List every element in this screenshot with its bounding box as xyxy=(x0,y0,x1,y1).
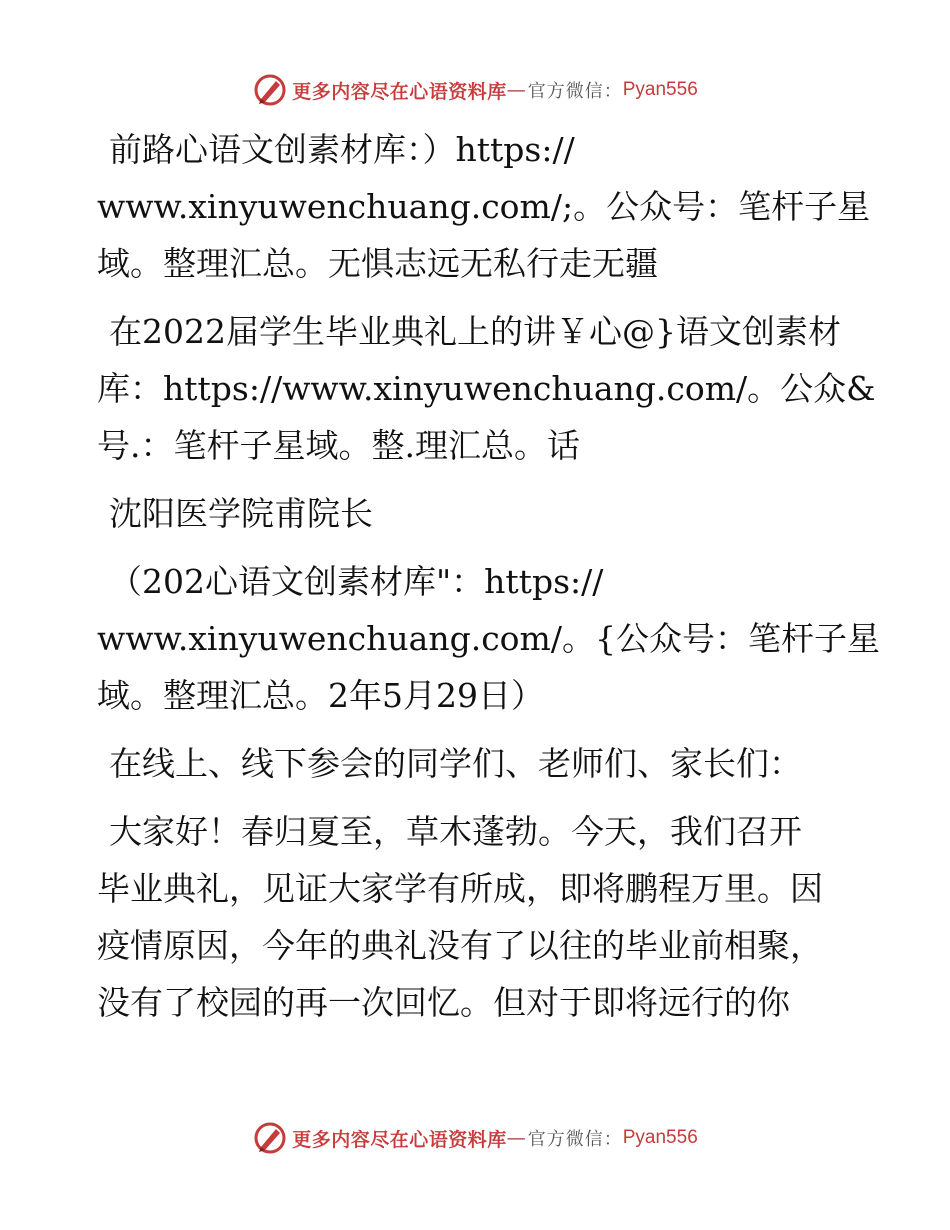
footer-wechat-id: Pyan556 xyxy=(622,1127,698,1148)
text-line: 在2022届学生毕业典礼上的讲￥心@}语文创素材 xyxy=(109,312,841,351)
pen-logo-icon xyxy=(252,1120,288,1156)
footer-banner xyxy=(0,1118,950,1158)
text-line: 沈阳医学院甫院长 xyxy=(109,494,373,533)
paragraph xyxy=(97,553,880,724)
paragraph xyxy=(97,735,857,792)
header-banner xyxy=(0,70,950,110)
text-line: 库：https://www.xinyuwenchuang.com/。公众& xyxy=(97,369,876,408)
header-wechat-id: Pyan556 xyxy=(622,79,698,100)
text-line: 域。整理汇总。2年5月29日） xyxy=(97,676,544,715)
text-line: 在线上、线下参会的同学们、老师们、家长们： xyxy=(109,744,802,783)
paragraph xyxy=(97,485,857,542)
text-line: 号.：笔杆子星域。整.理汇总。话 xyxy=(97,426,580,465)
text-line: 没有了校园的再一次回忆。但对于即将远行的你 xyxy=(97,983,790,1022)
header-wechat-label: 官方微信： xyxy=(527,81,623,102)
text-line: 毕业典礼，见证大家学有所成，即将鹏程万里。因 xyxy=(97,869,823,908)
footer-text: 更多内容尽在心语资料库 xyxy=(292,1128,507,1151)
paragraph xyxy=(97,303,876,474)
text-line: 疫情原因，今年的典礼没有了以往的毕业前相聚， xyxy=(97,926,823,965)
paragraph xyxy=(97,121,871,292)
document-body xyxy=(97,121,880,1042)
text-line: www.xinyuwenchuang.com/;。公众号：笔杆子星 xyxy=(97,187,871,226)
footer-separator: — xyxy=(506,1127,526,1149)
paragraph xyxy=(97,803,857,1031)
pen-logo-icon xyxy=(252,72,288,108)
header-separator: — xyxy=(506,79,526,101)
text-line: 前路心语文创素材库：）https:// xyxy=(109,130,575,169)
text-line: 大家好！春归夏至，草木蓬勃。今天，我们召开 xyxy=(109,812,802,851)
header-text: 更多内容尽在心语资料库 xyxy=(292,80,507,103)
text-line: 域。整理汇总。无惧志远无私行走无疆 xyxy=(97,244,658,283)
text-line: （202心语文创素材库"：https:// xyxy=(109,562,604,601)
text-line: www.xinyuwenchuang.com/。{公众号：笔杆子星 xyxy=(97,619,880,658)
footer-wechat-label: 官方微信： xyxy=(527,1129,623,1150)
